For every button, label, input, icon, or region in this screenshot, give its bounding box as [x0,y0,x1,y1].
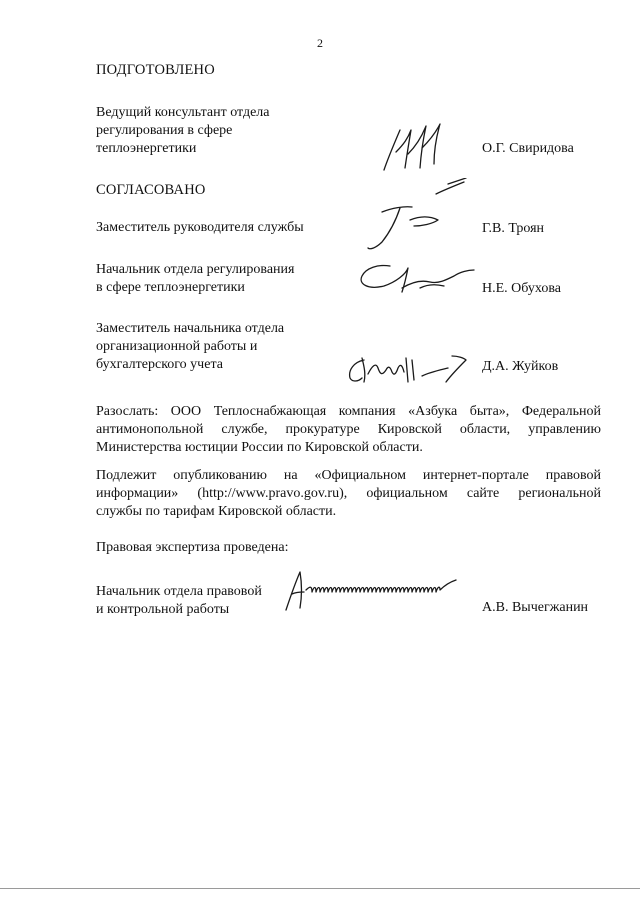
agreed-position-line: Начальник отдела регулирования [96,262,295,277]
agreed-position-line: бухгалтерского учета [96,357,223,372]
legal-position-line: и контрольной работы [96,602,230,617]
agreed-heading: СОГЛАСОВАНО [96,182,206,198]
signature-troyan [362,178,482,254]
signature-obukhova [350,258,480,302]
agreed-position-2 [96,261,336,297]
distribution-line: Министерства юстиции России по Кировской области. [96,440,423,455]
agreed-position-line: в сфере теплоэнергетики [96,280,245,295]
publication-line: Подлежит опубликованию на «Официальном интернет-портале правовой [96,468,601,483]
agreed-position-3 [96,320,336,374]
legal-name: А.В. Вычегжанин [482,600,589,615]
signature-zhuykov [340,348,472,388]
distribution-line: Разослать: ООО Теплоснабжающая компания «Азбука быта», Федеральной [96,404,601,419]
prepared-heading: ПОДГОТОВЛЕНО [96,62,215,78]
publication-line: службы по тарифам Кировской области. [96,504,337,519]
prepared-position-line: теплоэнергетики [96,141,197,156]
page-number: 2 [317,36,323,50]
agreed-position-line: Заместитель начальника отдела [96,321,285,336]
agreed-position-1 [96,219,336,237]
prepared-position-line: Ведущий консультант отдела [96,105,270,120]
expertise-note: Правовая экспертиза проведена: [96,540,289,555]
agreed-position-line: Заместитель руководителя службы [96,220,304,235]
agreed-name-3: Д.А. Жуйков [482,359,559,374]
distribution-line: антимонопольной службе, прокуратуре Кировской области, управлению [96,422,601,437]
footer-rule [0,888,640,889]
agreed-name-1: Г.В. Троян [482,221,545,236]
agreed-name-2: Н.Е. Обухова [482,281,561,296]
agreed-position-line: организационной работы и [96,339,258,354]
signature-sviridova [378,118,458,176]
legal-position-line: Начальник отдела правовой [96,584,262,599]
signature-vychegzhanin [280,568,464,614]
prepared-name: О.Г. Свиридова [482,141,574,156]
publication-paragraph [96,467,601,521]
publication-line: информации» (http://www.pravo.gov.ru), официальном сайте региональной [96,486,601,501]
prepared-position [96,104,336,158]
distribution-paragraph [96,403,601,457]
prepared-position-line: регулирования в сфере [96,123,233,138]
